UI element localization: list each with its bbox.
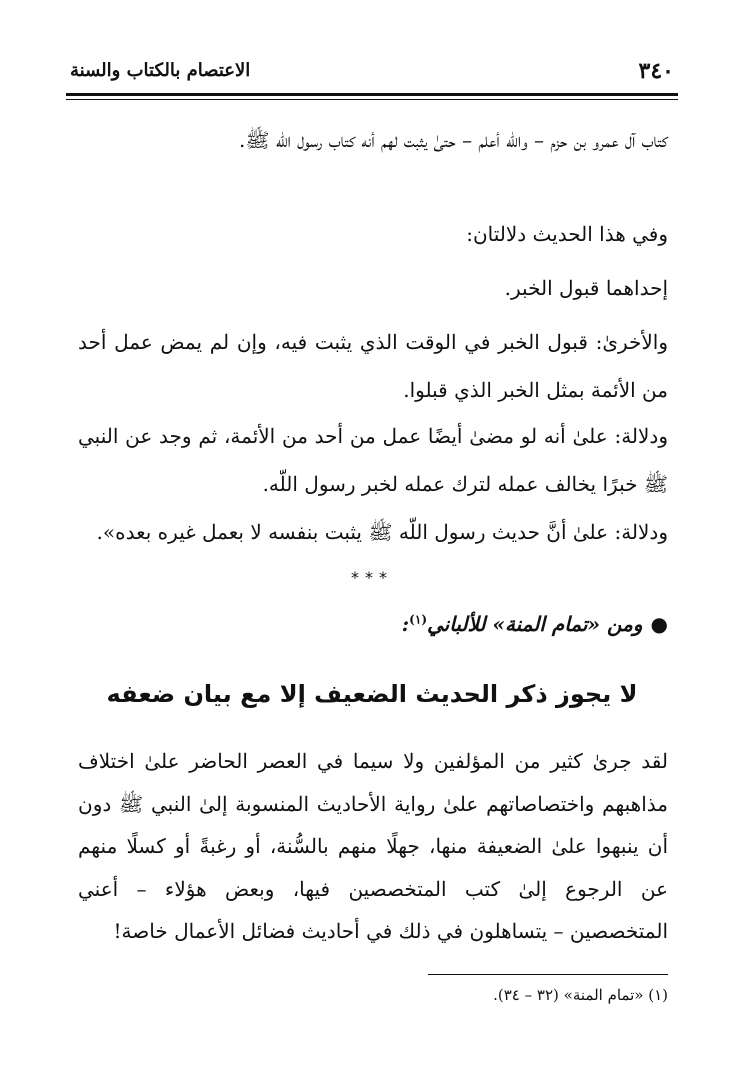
body-paragraph xyxy=(78,740,668,953)
paragraph: ودلالة: علىٰ أنَّ حديث رسول اللّه ﷺ يثبت بنفسه لا بعمل غيره بعده». xyxy=(96,520,668,544)
paragraph: إحداهما قبول الخبر. xyxy=(504,276,668,300)
header-rule-thin xyxy=(66,99,678,100)
paragraph: ودلالة: علىٰ أنه لو مضىٰ أيضًا عمل من أحد من الأئمة، ثم وجد عن النبي ﷺ خبرًا يخالف عمله لترك عمله لخبر رسول اللّه. xyxy=(78,424,668,496)
footnote-ref[interactable]: (١) xyxy=(409,612,427,627)
source-colon: : xyxy=(401,612,410,636)
footnote-rule xyxy=(428,974,668,975)
section-separator: *** xyxy=(351,568,393,587)
header-rule-thick xyxy=(66,93,678,96)
body-line: عن الرجوع إلىٰ كتب المتخصصين فيها، وبعض هؤلاء – أعني xyxy=(78,876,668,901)
page-header xyxy=(70,58,674,88)
footnote: (١) «تمام المنة» (٣٢ – ٣٤). xyxy=(493,986,668,1004)
paragraph: كتاب آل عمرو بن حزم – واللّه أعلم – حتىٰ يثبت لهم أنه كتاب رسول اللّه ﷺ. xyxy=(238,128,668,152)
paragraph: والأخرىٰ: قبول الخبر في الوقت الذي يثبت فيه، وإن لم يمض عمل أحد من الأئمة بمثل الخبر الذي قبلوا. xyxy=(78,330,668,402)
page-number: ٣٤٠ xyxy=(638,58,674,84)
body-line: أن ينبهوا علىٰ الضعيفة منها، جهلًا منهم بالسُّنة، أو رغبةً أو كسلًا منهم xyxy=(78,834,668,858)
source-line xyxy=(402,612,668,636)
source-text: ومن «تمام المنة» للألباني xyxy=(427,612,643,636)
paragraph: وفي هذا الحديث دلالتان: xyxy=(466,222,668,246)
section-heading: لا يجوز ذكر الحديث الضعيف إلا مع بيان ضعفه xyxy=(106,680,638,708)
running-title: الاعتصام بالكتاب والسنة xyxy=(70,60,251,81)
body-line: المتخصصين – يتساهلون في ذلك في أحاديث فضائل الأعمال خاصة! xyxy=(113,919,668,943)
body-line: مذاهبهم واختصاصاتهم علىٰ رواية الأحاديث المنسوبة إلىٰ النبي ﷺ دون xyxy=(78,791,668,816)
body-line: لقد جرىٰ كثير من المؤلفين ولا سيما في العصر الحاضر علىٰ اختلاف xyxy=(78,749,668,773)
bullet-icon: ● xyxy=(650,612,668,636)
